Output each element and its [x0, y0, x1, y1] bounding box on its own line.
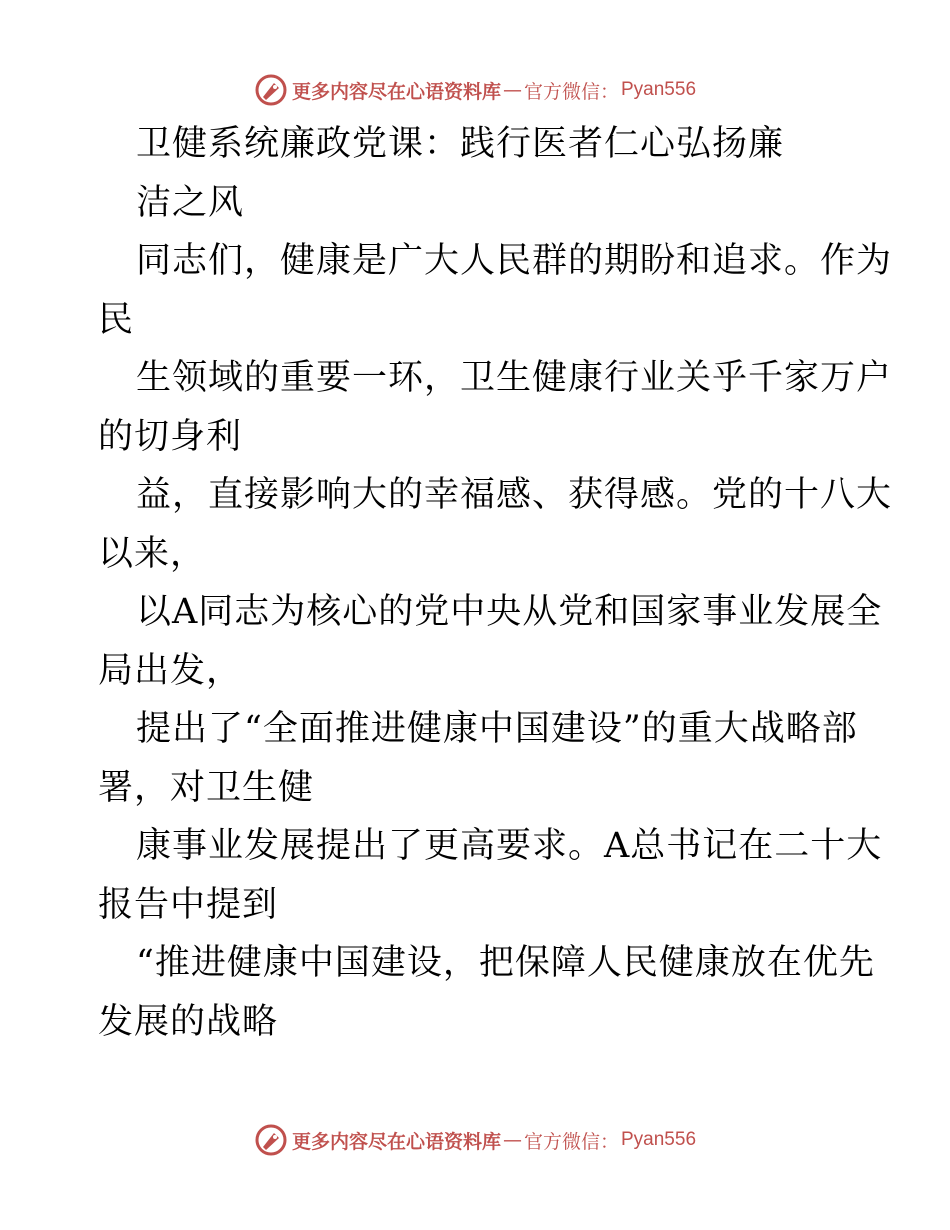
text-line: 的切身利: [98, 416, 243, 457]
watermark-brand: 更多内容尽在心语资料库: [291, 80, 501, 103]
watermark-wechat-id: Pyan556: [621, 1129, 697, 1150]
text-line: 洁之风: [136, 182, 245, 223]
text-line: 生领域的重要一环，卫生健康行业关乎千家万户: [136, 358, 893, 398]
text-line: 局出发，: [98, 650, 243, 691]
watermark-separator: —: [502, 1129, 522, 1151]
text-line: 报告中提到: [98, 884, 279, 925]
text-line: 发展的战略: [98, 1001, 279, 1042]
watermark-separator: —: [502, 79, 522, 101]
watermark-wechat-id: Pyan556: [621, 79, 697, 100]
pen-nib-logo-icon: [254, 73, 288, 107]
watermark-label: 官方微信：: [523, 80, 619, 103]
document-body: [98, 115, 893, 1051]
footer-watermark: [0, 1120, 950, 1160]
text-line: 康事业发展提出了更高要求。A总书记在二十大: [136, 826, 883, 866]
watermark-brand: 更多内容尽在心语资料库: [291, 1130, 501, 1153]
text-line: 以来，: [98, 533, 207, 574]
text-line: “推进健康中国建设，把保障人民健康放在优先: [136, 943, 875, 983]
text-line: 署，对卫生健: [98, 767, 315, 808]
pen-nib-logo-icon: [254, 1123, 288, 1157]
header-watermark: [0, 70, 950, 110]
text-line: 同志们，健康是广大人民群的期盼和追求。作为: [136, 241, 893, 281]
text-line: 民: [98, 299, 135, 340]
text-line: 以A同志为核心的党中央从党和国家事业发展全: [136, 592, 883, 632]
text-line: 益，直接影响大的幸福感、获得感。党的十八大: [136, 475, 893, 515]
text-line: 卫健系统廉政党课：践行医者仁心弘扬廉: [136, 124, 785, 164]
text-line: 提出了“全面推进健康中国建设”的重大战略部: [136, 709, 858, 749]
watermark-label: 官方微信：: [523, 1130, 619, 1153]
